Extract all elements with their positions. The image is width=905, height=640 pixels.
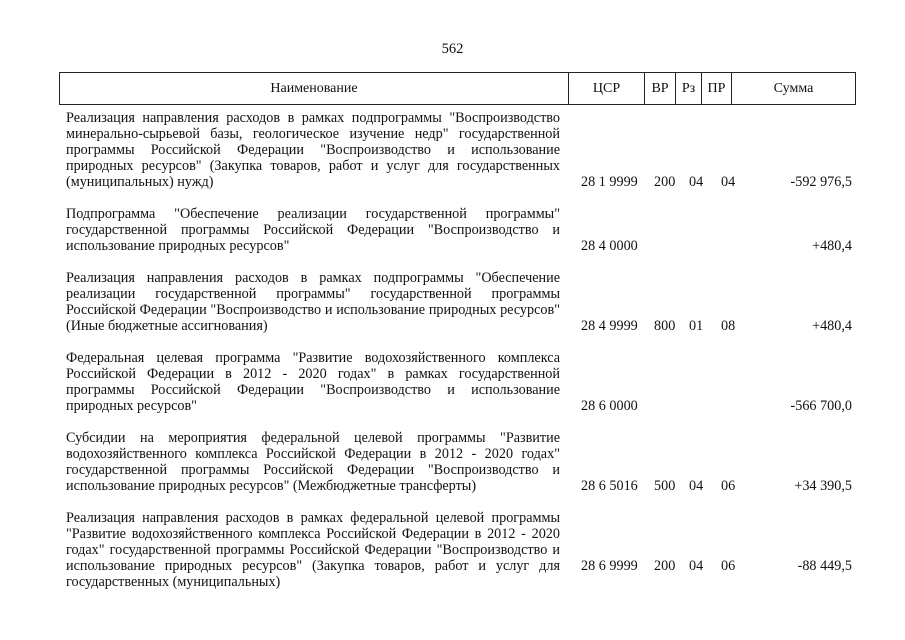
row-sum: -592 976,5	[790, 174, 852, 190]
row-pr: 08	[721, 318, 736, 334]
table-row	[66, 206, 856, 254]
row-csr: 28 1 9999	[581, 174, 638, 190]
table-header	[59, 72, 856, 105]
header-vr: ВР	[644, 73, 675, 104]
row-vr: 500	[654, 478, 676, 494]
row-vr: 200	[654, 558, 676, 574]
table-row	[66, 350, 856, 414]
row-rz: 01	[689, 318, 704, 334]
row-rz: 04	[689, 174, 704, 190]
row-rz: 04	[689, 478, 704, 494]
table-body	[66, 110, 856, 590]
row-sum: -88 449,5	[797, 558, 852, 574]
row-sum: +480,4	[812, 318, 852, 334]
row-rz: 04	[689, 558, 704, 574]
row-csr: 28 6 5016	[581, 478, 638, 494]
header-name: Наименование	[270, 80, 358, 96]
row-sum: +34 390,5	[794, 478, 852, 494]
header-sum: Сумма	[731, 73, 855, 104]
row-csr: 28 4 9999	[581, 318, 638, 334]
row-name: Реализация направления расходов в рамках подпрограммы "Воспроизводство минерально-сырьевой базы, геологическое изучение недр" государственной программы Российской Федерации "Воспроизводство и использование природных ресурсов" (Закупка товаров, работ и услуг для государственных (муниципальных) нужд)	[66, 110, 560, 190]
table-row	[66, 510, 856, 590]
row-vr: 800	[654, 318, 676, 334]
row-sum: +480,4	[812, 238, 852, 254]
row-sum: -566 700,0	[790, 398, 852, 414]
row-name: Реализация направления расходов в рамках федеральной целевой программы "Развитие водохозяйственного комплекса Российской Федерации в 2012 - 2020 годах" государственной программы Российской Федерации "Воспроизводство и использование природных ресурсов" (Закупка товаров, работ и услуг для государственных (муниципальных)	[66, 510, 560, 590]
table-row	[66, 430, 856, 494]
row-name: Реализация направления расходов в рамках подпрограммы "Обеспечение реализации государственной программы" государственной программы Российской Федерации "Воспроизводство и использование природных ресурсов" (Иные бюджетные ассигнования)	[66, 270, 560, 334]
header-rz: Рз	[675, 73, 701, 104]
row-name: Субсидии на мероприятия федеральной целевой программы "Развитие водохозяйственного комплекса Российской Федерации в 2012 - 2020 годах" государственной программы Российской Федерации "Воспроизводство и использование природных ресурсов" (Межбюджетные трансферты)	[66, 430, 560, 494]
row-vr: 200	[654, 174, 676, 190]
row-name: Федеральная целевая программа "Развитие водохозяйственного комплекса Российской Федерации в 2012 - 2020 годах" в рамках государственной программы Российской Федерации "Воспроизводство и использование природных ресурсов"	[66, 350, 560, 414]
table-row	[66, 270, 856, 334]
table-row	[66, 110, 856, 190]
header-pr: ПР	[701, 73, 731, 104]
row-name: Подпрограмма "Обеспечение реализации государственной программы" государственной программы Российской Федерации "Воспроизводство и использование природных ресурсов"	[66, 206, 560, 254]
row-pr: 06	[721, 558, 736, 574]
row-pr: 04	[721, 174, 736, 190]
row-csr: 28 6 0000	[581, 398, 638, 414]
row-csr: 28 6 9999	[581, 558, 638, 574]
row-pr: 06	[721, 478, 736, 494]
page-number: 562	[441, 41, 464, 57]
header-csr: ЦСР	[568, 73, 644, 104]
row-csr: 28 4 0000	[581, 238, 638, 254]
